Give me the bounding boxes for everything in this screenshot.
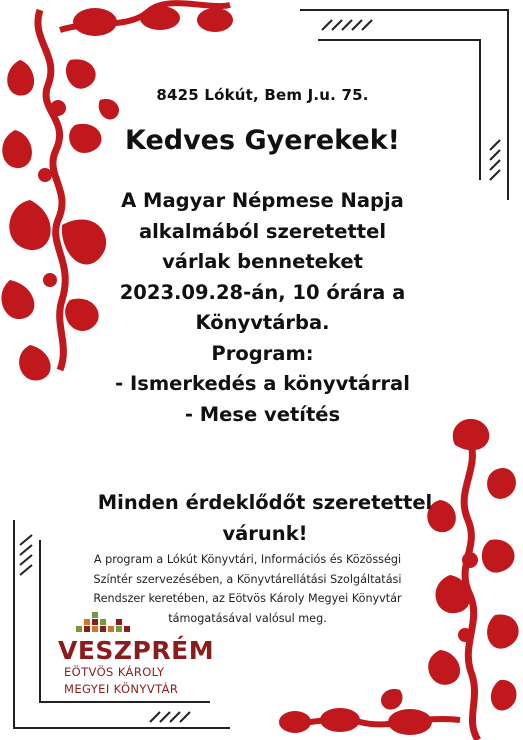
logo-subtitle-line1: EÖTVÖS KÁROLY xyxy=(64,665,165,679)
info-line: Színtér szervezésében, a Könyvtárellátási Szolgáltatási xyxy=(93,572,402,586)
corner-frame-top-right-icon xyxy=(300,10,508,200)
body-line: várlak benneteket xyxy=(162,250,363,273)
program-heading: Program: xyxy=(211,341,314,365)
logo-subtitle-line2: MEGYEI KÖNYVTÁR xyxy=(64,682,179,696)
logo-crest-icon xyxy=(76,612,136,634)
info-line: A program a Lókút Könyvtári, Információs és Közösségi xyxy=(93,553,402,566)
info-line: Rendszer keretében, az Eötvös Károly Megyei Könyvtár xyxy=(93,592,402,605)
library-logo xyxy=(58,612,228,702)
address: 8425 Lókút, Bem J.u. 75. xyxy=(156,86,369,104)
welcome-line: Minden érdeklődőt szeretettel xyxy=(97,491,433,514)
invitation-body xyxy=(80,186,445,430)
welcome-message xyxy=(70,487,460,549)
greeting-title: Kedves Gyerekek! xyxy=(125,125,400,156)
program-item: - Ismerkedés a könyvtárral xyxy=(115,372,410,395)
body-line: Könyvtárba. xyxy=(195,311,330,334)
program-item: - Mese vetítés xyxy=(184,402,341,426)
logo-name: VESZPRÉM xyxy=(58,636,215,665)
body-line: A Magyar Népmese Napja xyxy=(121,189,404,212)
body-line: alkalmából szeretettel xyxy=(138,219,387,243)
info-line: támogatásával valósul meg. xyxy=(168,611,327,625)
body-line: 2023.09.28-án, 10 órára a xyxy=(119,280,406,304)
welcome-line: várunk! xyxy=(222,522,308,545)
